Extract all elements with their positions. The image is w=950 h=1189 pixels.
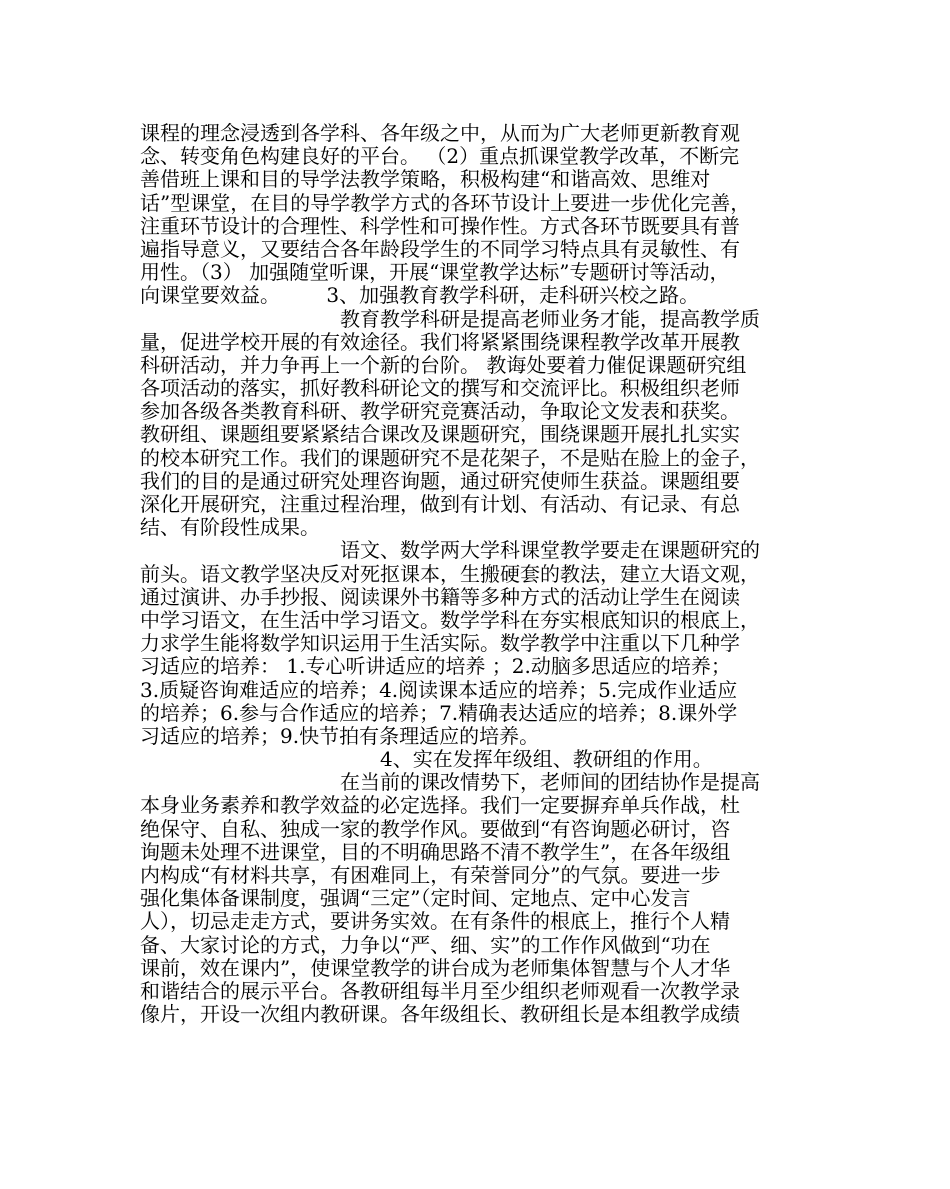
text-line: 备、大家讨论的方式，力争以“严、细、实”的工作作风做到“功在 [140, 932, 711, 957]
text-line: 遍指导意义，又要结合各年龄段学生的不同学习特点具有灵敏性、有 [140, 236, 740, 261]
text-line: 中学习语文，在生活中学习语文。数学学科在夯实根底知识的根底上， [140, 607, 760, 632]
text-line: 内构成“有材料共享，有困难同上，有荣誉同分”的气氛。要进一步 [140, 863, 721, 887]
text-line: 像片，开设一次组内教研课。各年级组长、教研组长是本组教学成绩 [140, 1002, 740, 1027]
text-line: 各项活动的落实，抓好教科研论文的撰写和交流评比。积极组织老师 [140, 376, 740, 401]
text-line: 善借班上课和目的导学法教学策略，积极构建“和谐高效、思维对 [140, 167, 711, 192]
text-line: 3.质疑咨询难适应的培养；4.阅读课本适应的培养；5.完成作业适应 [140, 677, 738, 702]
text-line: 习适应的培养；9.快节拍有条理适应的培养。 [140, 723, 540, 748]
text-line: 量，促进学校开展的有效途径。我们将紧紧围绕课程教学改革开展教 [140, 329, 740, 354]
text-line: 向课堂要效益。 3、加强教育教学科研，走科研兴校之路。 [140, 283, 700, 308]
document-body [140, 122, 810, 1026]
text-line: 结、有阶段性成果。 [140, 515, 320, 540]
text-line: 本身业务素养和教学效益的必定选择。我们一定要摒弃单兵作战，杜 [140, 793, 740, 818]
text-line: 课程的理念浸透到各学科、各年级之中，从而为广大老师更新教育观 [140, 121, 740, 145]
text-line: 深化开展研究，注重过程治理，做到有计划、有活动、有记录、有总 [140, 492, 740, 516]
text-line: 我们的目的是通过研究处理咨询题，通过研究使师生获益。课题组要 [140, 468, 740, 493]
text-line: 语文、数学两大学科课堂教学要走在课题研究的 [140, 538, 760, 563]
text-line: 的校本研究工作。我们的课题研究不是花架子，不是贴在脸上的金子， [140, 445, 760, 470]
text-line: 用性。（3） 加强随堂听课，开展“课堂教学达标”专题研讨等活动， [140, 260, 730, 285]
text-line: 通过演讲、办手抄报、阅读课外书籍等多种方式的活动让学生在阅读 [140, 584, 740, 609]
text-line: 话”型课堂，在目的导学教学方式的各环节设计上要进一步优化完善， [140, 190, 751, 215]
text-line: 科研活动，并力争再上一个新的台阶。 教诲处要着力催促课题研究组 [140, 352, 747, 377]
text-line: 教研组、课题组要紧紧结合课改及课题研究，围绕课题开展扎扎实实 [140, 422, 740, 447]
text-line: 绝保守、自私、独成一家的教学作风。要做到“有咨询题必研讨，咨 [140, 816, 731, 841]
text-line: 前头。语文教学坚决反对死抠课本，生搬硬套的教法，建立大语文观， [140, 561, 760, 586]
text-line: 参加各级各类教育科研、教学研究竞赛活动，争取论文发表和获奖。 [140, 399, 740, 424]
text-line: 力求学生能将数学知识运用于生活实际。数学教学中注重以下几种学 [140, 631, 740, 656]
text-line: 强化集体备课制度，强调“三定”（定时间、定地点、定中心发言 [140, 886, 691, 911]
text-line: 的培养；6.参与合作适应的培养；7.精确表达适应的培养；8.课外学 [140, 700, 738, 725]
text-line: 课前，效在课内”，使课堂教学的讲台成为老师集体智慧与个人才华 [140, 955, 731, 980]
text-line: 询题未处理不进课堂，目的不明确思路不清不教学生”，在各年级组 [140, 839, 731, 864]
text-line: 习适应的培养： 1.专心听讲适应的培养 ；2.动脑多思适应的培养； [140, 654, 731, 679]
text-line: 教育教学科研是提高老师业务才能，提高教学质 [140, 306, 760, 331]
text-line: 念、转变角色构建良好的平台。 （2）重点抓课堂教学改革，不断完 [140, 144, 740, 169]
text-line: 在当前的课改情势下，老师间的团结协作是提高 [140, 770, 760, 795]
text-line: 注重环节设计的合理性、科学性和可操作性。方式各环节既要具有普 [140, 213, 740, 238]
text-line: 4、实在发挥年级组、教研组的作用。 [140, 747, 713, 772]
text-line: 和谐结合的展示平台。各教研组每半月至少组织老师观看一次教学录 [140, 978, 740, 1003]
text-line: 人），切忌走走方式，要讲务实效。在有条件的根底上，推行个人精 [140, 909, 730, 934]
